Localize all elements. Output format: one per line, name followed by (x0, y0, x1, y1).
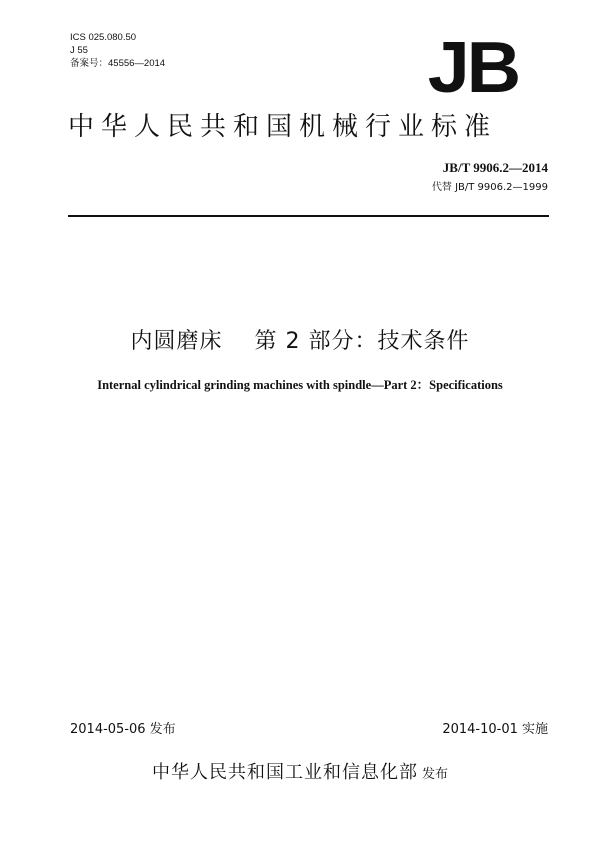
ccs-code: J 55 (70, 45, 88, 56)
implementation-date: 2014-10-01 实施 (442, 722, 548, 737)
publish-date: 2014-05-06 发布 (70, 722, 176, 737)
replaces-standard: 代替 JB/T 9906.2—1999 (431, 182, 548, 193)
header-rule (68, 215, 549, 217)
jb-logo: JB (427, 28, 518, 108)
standard-number: JB/T 9906.2—2014 (442, 160, 548, 175)
document-title-english: Internal cylindrical grinding machines with spindle—Part 2：Specifications (97, 378, 503, 392)
issuer-name: 中华人民共和国工业和信息化部 (151, 762, 418, 783)
record-number: 备案号：45556—2014 (70, 58, 166, 69)
industry-standard-title: 中华人民共和国机械行业标准 (68, 112, 498, 142)
issuing-authority (0, 758, 600, 784)
issuer-suffix: 发布 (421, 767, 448, 782)
document-title-chinese: 内圆磨床 第 2 部分：技术条件 (130, 329, 470, 354)
ics-code: ICS 025.080.50 (70, 32, 137, 43)
